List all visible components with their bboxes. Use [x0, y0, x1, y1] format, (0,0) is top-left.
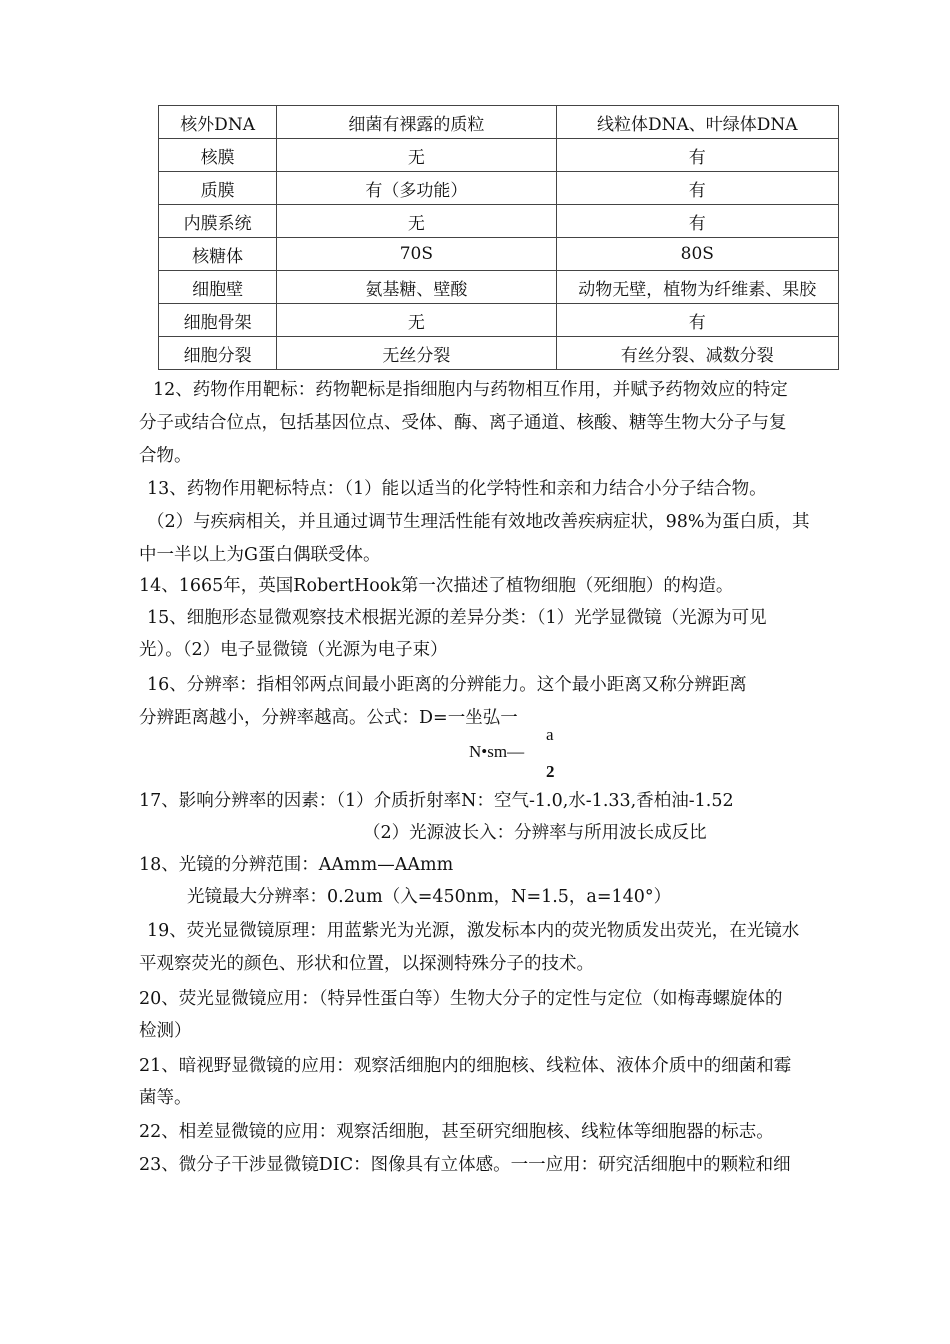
paragraph-line: （2）与疾病相关，并且通过调节生理活性能有效地改善疾病症状，98%为蛋白质，其 — [147, 512, 810, 532]
table-cell: 有 — [556, 139, 838, 172]
paragraph-line: 检测） — [139, 1021, 192, 1041]
table-cell: 有 — [556, 205, 838, 238]
table-row — [159, 106, 839, 139]
table-row — [159, 172, 839, 205]
table-cell: 80S — [556, 238, 838, 271]
paragraph-line: 23、微分子干涉显微镜DIC：图像具有立体感。一一应用：研究活细胞中的颗粒和细 — [139, 1155, 791, 1175]
table-cell: 细菌有裸露的质粒 — [277, 106, 556, 139]
table-row — [159, 139, 839, 172]
paragraph-line: 17、影响分辨率的因素：（1）介质折射率N：空气-1.0,水-1.33,香柏油-1.52 — [139, 791, 734, 811]
paragraph-line: 21、暗视野显微镜的应用：观察活细胞内的细胞核、线粒体、液体介质中的细菌和霉 — [139, 1056, 792, 1076]
table-cell: 质膜 — [159, 172, 277, 205]
paragraph-line: 14、1665年，英国RobertHook第一次描述了植物细胞（死细胞）的构造。 — [139, 576, 734, 596]
paragraph-line: 中一半以上为G蛋白偶联受体。 — [139, 545, 381, 565]
table-cell: 无 — [277, 205, 556, 238]
table-cell: 有丝分裂、减数分裂 — [556, 337, 838, 370]
paragraph-line: 15、细胞形态显微观察技术根据光源的差异分类：（1）光学显微镜（光源为可见 — [147, 608, 767, 628]
table-cell: 无 — [277, 139, 556, 172]
table-row — [159, 205, 839, 238]
table-cell: 核糖体 — [159, 238, 277, 271]
table-cell: 核膜 — [159, 139, 277, 172]
paragraph-line: （2）光源波长入：分辨率与所用波长成反比 — [363, 823, 707, 843]
table-row — [159, 238, 839, 271]
paragraph-line: 20、荧光显微镜应用：（特异性蛋白等）生物大分子的定性与定位（如梅毒螺旋体的 — [139, 989, 783, 1009]
table-cell: 有（多功能） — [277, 172, 556, 205]
paragraph-line: 平观察荧光的颜色、形状和位置，以探测特殊分子的技术。 — [139, 954, 594, 974]
table-cell: 无丝分裂 — [277, 337, 556, 370]
paragraph-line: 13、药物作用靶标特点：（1）能以适当的化学特性和亲和力结合小分子结合物。 — [147, 479, 767, 499]
formula-numerator: a — [546, 725, 554, 744]
formula-denominator: N•sm— — [469, 742, 525, 761]
table-row — [159, 271, 839, 304]
paragraph-line: 合物。 — [139, 446, 192, 466]
table-cell: 细胞骨架 — [159, 304, 277, 337]
paragraph-line: 光镜最大分辨率：0.2um（入=450nm，N=1.5，a=140°） — [187, 887, 672, 907]
paragraph-line: 分辨距离越小，分辨率越高。公式：D=一坐弘一 — [139, 708, 518, 728]
table-cell: 70S — [277, 238, 556, 271]
table-row — [159, 304, 839, 337]
table-cell: 无 — [277, 304, 556, 337]
paragraph-line: 18、光镜的分辨范围：AAmm—AAmm — [139, 855, 454, 875]
table-cell: 核外DNA — [159, 106, 277, 139]
table-cell: 氨基糖、壁酸 — [277, 271, 556, 304]
paragraph-line: 19、荧光显微镜原理：用蓝紫光为光源，激发标本内的荧光物质发出荧光，在光镜水 — [147, 921, 800, 941]
paragraph-line: 菌等。 — [139, 1088, 192, 1108]
table-cell: 有 — [556, 172, 838, 205]
paragraph-line: 分子或结合位点，包括基因位点、受体、酶、离子通道、核酸、糖等生物大分子与复 — [139, 413, 787, 433]
table-cell: 细胞壁 — [159, 271, 277, 304]
paragraph-line: 光）。（2）电子显微镜（光源为电子束） — [139, 640, 448, 660]
table-cell: 内膜系统 — [159, 205, 277, 238]
paragraph-line: 12、药物作用靶标：药物靶标是指细胞内与药物相互作用，并赋予药物效应的特定 — [153, 380, 788, 400]
table-row — [159, 337, 839, 370]
paragraph-line: 22、相差显微镜的应用：观察活细胞，甚至研究细胞核、线粒体等细胞器的标志。 — [139, 1122, 774, 1142]
comparison-table — [158, 105, 839, 370]
table-cell: 有 — [556, 304, 838, 337]
table-cell: 动物无壁，植物为纤维素、果胶 — [556, 271, 838, 304]
table-cell: 线粒体DNA、叶绿体DNA — [556, 106, 838, 139]
table-cell: 细胞分裂 — [159, 337, 277, 370]
formula-divisor: 2 — [546, 762, 555, 781]
paragraph-line: 16、分辨率：指相邻两点间最小距离的分辨能力。这个最小距离又称分辨距离 — [147, 675, 747, 695]
